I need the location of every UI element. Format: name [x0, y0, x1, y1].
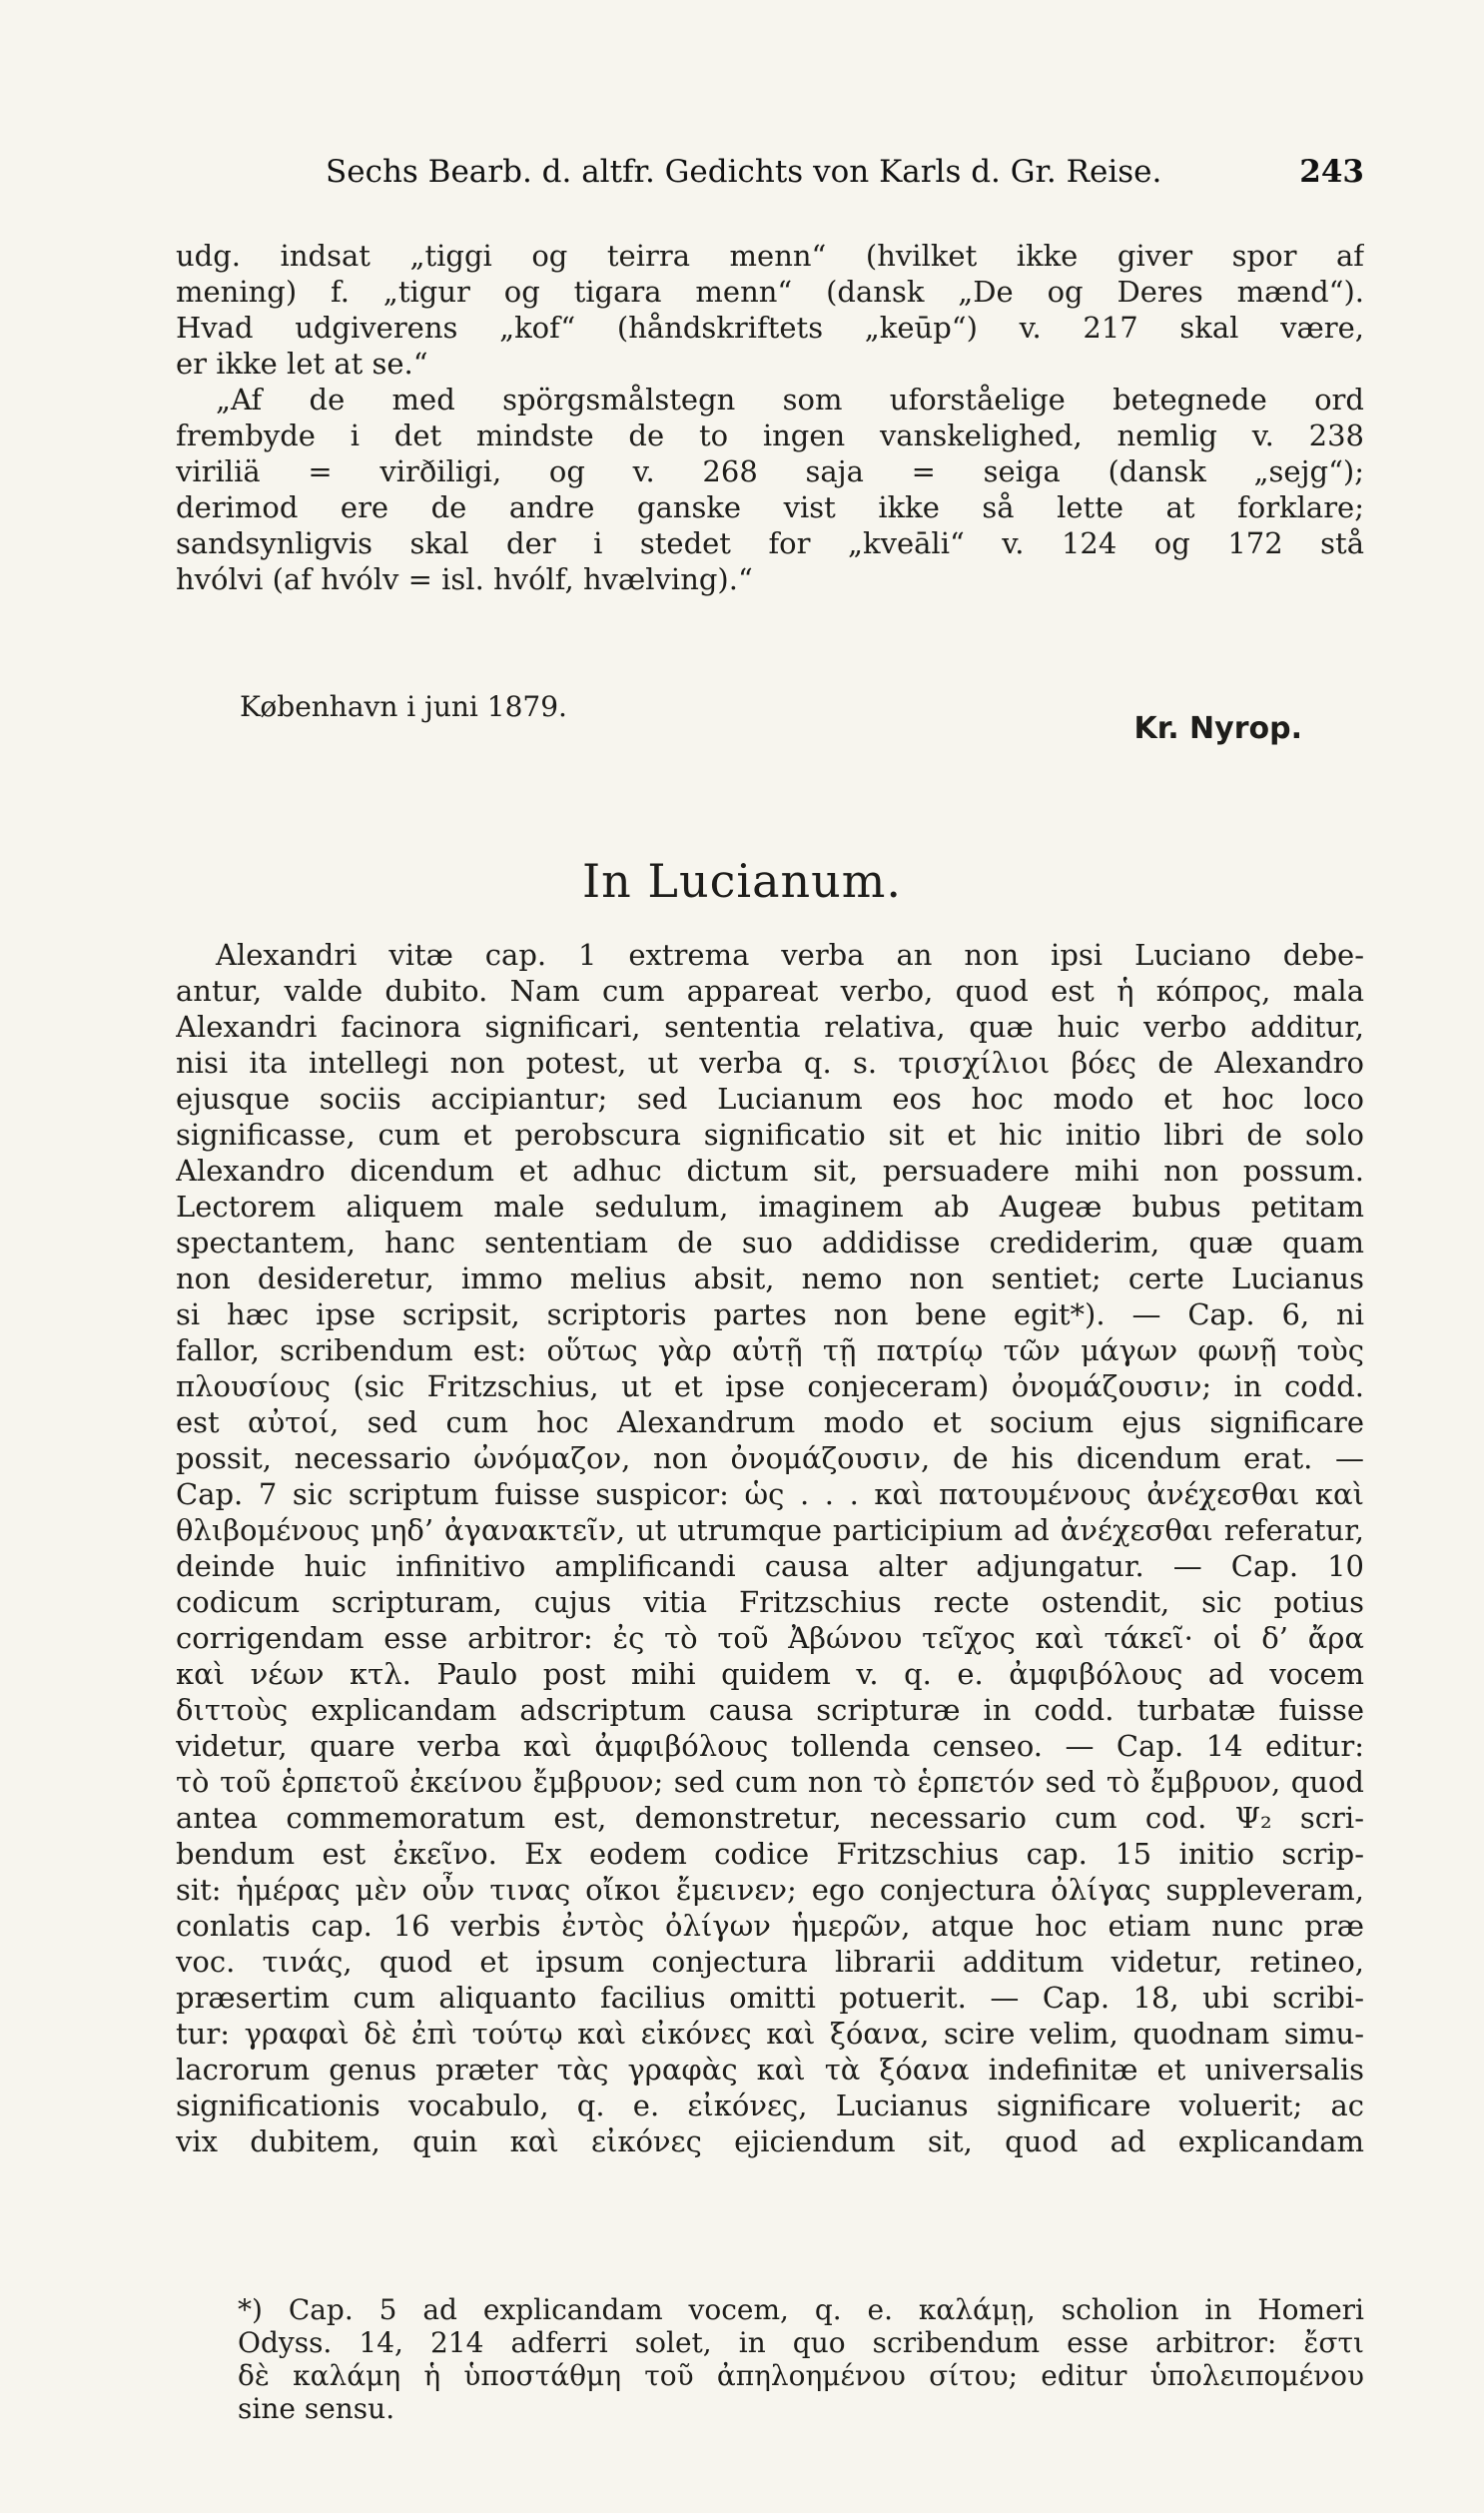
- text-line: significasse, cum et perobscura significatio sit et hic initio libri de solo: [176, 1118, 1364, 1152]
- text-line: antur, valde dubito. Nam cum appareat verbo, quod est ἡ κόπρος, mala: [176, 974, 1364, 1008]
- text-line: Alexandri facinora significari, sententia relativa, quæ huic verbo additur,: [176, 1010, 1364, 1044]
- text-line: udg. indsat „tiggi og teirra menn“ (hvilket ikke giver spor af: [176, 239, 1364, 273]
- text-line: deinde huic infinitivo amplificandi causa alter adjungatur. — Cap. 10: [176, 1549, 1364, 1583]
- footnote-line: Odyss. 14, 214 adferri solet, in quo scribendum esse arbitror: ἔστι: [238, 2326, 1364, 2359]
- text-line: tur: γραφαὶ δὲ ἐπὶ τούτῳ καὶ εἰκόνες καὶ ξόανα, scire velim, quodnam simu-: [176, 2017, 1364, 2051]
- text-line: Cap. 7 sic scriptum fuisse suspicor: ὡς . . . καὶ πατουμένους ἀνέχεσθαι καὶ: [176, 1477, 1364, 1511]
- text-line: hvólvi (af hvólv = isl. hvólf, hvælving).“: [176, 562, 753, 596]
- text-line: videtur, quare verba καὶ ἀμφιβόλους tollenda censeo. — Cap. 14 editur:: [176, 1729, 1364, 1763]
- text-line: viriliä = virðiligi, og v. 268 saja = seiga (dansk „sejg“);: [176, 454, 1364, 488]
- text-line: vix dubitem, quin καὶ εἰκόνες ejiciendum sit, quod ad explicandam: [176, 2124, 1364, 2158]
- text-line: est αὐτοί, sed cum hoc Alexandrum modo et socium ejus significare: [176, 1405, 1364, 1439]
- text-line: antea commemoratum est, demonstretur, necessario cum cod. Ψ₂ scri-: [176, 1801, 1364, 1835]
- text-line: voc. τινάς, quod et ipsum conjectura librarii additum videtur, retineo,: [176, 1945, 1364, 1979]
- text-line: Alexandro dicendum et adhuc dictum sit, persuadere mihi non possum.: [176, 1154, 1364, 1188]
- text-line: lacrorum genus præter τὰς γραφὰς καὶ τὰ ξόανα indefinitæ et universalis: [176, 2053, 1364, 2087]
- running-title: Sechs Bearb. d. altfr. Gedichts von Karls d. Gr. Reise.: [326, 154, 1162, 190]
- text-line: bendum est ἐκεῖνο. Ex eodem codice Fritzschius cap. 15 initio scrip-: [176, 1837, 1364, 1871]
- place-date: København i juni 1879.: [240, 690, 567, 723]
- text-line: corrigendam esse arbitror: ἐς τὸ τοῦ Ἀβώνου τεῖχος καὶ τάκεῖ· οἱ δ’ ἄρα: [176, 1621, 1364, 1655]
- article-body: [176, 937, 1364, 2159]
- text-line: Hvad udgiverens „kof“ (håndskriftets „keūp“) v. 217 skal være,: [176, 311, 1364, 345]
- text-line: καὶ νέων κτλ. Paulo post mihi quidem v. q. e. ἀμφιβόλους ad vocem: [176, 1657, 1364, 1691]
- footnote-line: *) Cap. 5 ad explicandam vocem, q. e. καλάμῃ, scholion in Homeri: [238, 2293, 1364, 2326]
- text-line: possit, necessario ὠνόμαζον, non ὀνομάζουσιν, de his dicendum erat. —: [176, 1441, 1364, 1475]
- text-line: πλουσίους (sic Fritzschius, ut et ipse conjeceram) ὀνομάζουσιν; in codd.: [176, 1369, 1364, 1403]
- text-line: fallor, scribendum est: οὕτως γὰρ αὐτῇ τῇ πατρίῳ τῶν μάγων φωνῇ τοὺς: [176, 1333, 1364, 1367]
- text-line: nisi ita intellegi non potest, ut verba q. s. τρισχίλιοι βόες de Alexandro: [176, 1046, 1364, 1080]
- letter-continuation: [176, 238, 1364, 597]
- text-line: Alexandri vitæ cap. 1 extrema verba an non ipsi Luciano debe-: [216, 938, 1364, 972]
- text-line: codicum scripturam, cujus vitia Fritzschius recte ostendit, sic potius: [176, 1585, 1364, 1619]
- text-line: conlatis cap. 16 verbis ἐντὸς ὀλίγων ἡμερῶν, atque hoc etiam nunc præ: [176, 1909, 1364, 1943]
- text-line: præsertim cum aliquanto facilius omitti potuerit. — Cap. 18, ubi scribi-: [176, 1981, 1364, 2015]
- text-line: „Af de med spörgsmålstegn som uforståelige betegnede ord: [216, 383, 1364, 417]
- page-number: 243: [1299, 154, 1364, 190]
- text-line: non desideretur, immo melius absit, nemo non sentiet; certe Lucianus: [176, 1261, 1364, 1295]
- footnote-line: sine sensu.: [238, 2392, 395, 2425]
- text-line: sit: ἡμέρας μὲν οὖν τινας οἴκοι ἔμεινεν; ego conjectura ὀλίγας suppleveram,: [176, 1873, 1364, 1907]
- text-line: διττοὺς explicandam adscriptum causa scripturæ in codd. turbatæ fuisse: [176, 1693, 1364, 1727]
- signature: Kr. Nyrop.: [1133, 711, 1302, 746]
- text-line: significationis vocabulo, q. e. εἰκόνες, Lucianus significare voluerit; ac: [176, 2089, 1364, 2122]
- text-line: mening) f. „tigur og tigara menn“ (dansk „De og Deres mænd“).: [176, 275, 1364, 309]
- text-line: τὸ τοῦ ἑρπετοῦ ἐκείνου ἔμβρυον; sed cum non τὸ ἑρπετόν sed τὸ ἔμβρυον, quod: [176, 1765, 1364, 1799]
- text-line: spectantem, hanc sententiam de suo addidisse crediderim, quæ quam: [176, 1226, 1364, 1259]
- text-line: er ikke let at se.“: [176, 347, 428, 381]
- text-line: si hæc ipse scripsit, scriptoris partes non bene egit*). — Cap. 6, ni: [176, 1297, 1364, 1331]
- text-line: ejusque sociis accipiantur; sed Lucianum eos hoc modo et hoc loco: [176, 1082, 1364, 1116]
- text-line: derimod ere de andre ganske vist ikke så lette at forklare;: [176, 490, 1364, 524]
- footnote: [176, 2293, 1364, 2425]
- footnote-line: δὲ καλάμη ἡ ὑποστάθμη τοῦ ἀπηλοημένου σίτου; editur ὑπολειπομένου: [238, 2359, 1364, 2392]
- text-line: θλιβομένους μηδ’ ἀγανακτεῖν, ut utrumque participium ad ἀνέχεσθαι referatur,: [176, 1513, 1364, 1547]
- text-line: frembyde i det mindste de to ingen vanskelighed, nemlig v. 238: [176, 419, 1364, 452]
- text-line: Lectorem aliquem male sedulum, imaginem ab Augeæ bubus petitam: [176, 1190, 1364, 1224]
- page-header: [176, 152, 1364, 192]
- article-title: In Lucianum.: [582, 854, 902, 908]
- text-line: sandsynligvis skal der i stedet for „kveāli“ v. 124 og 172 stå: [176, 526, 1364, 560]
